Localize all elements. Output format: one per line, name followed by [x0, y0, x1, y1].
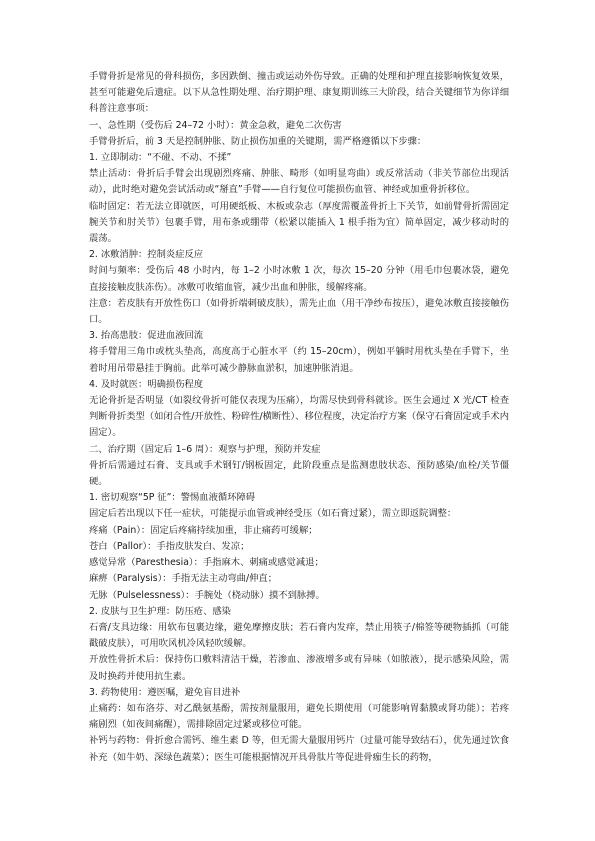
paragraph-ice-frequency: 时间与频率：受伤后 48 小时内，每 1–2 小时冰敷 1 次，每次 15–20 分钟（用毛巾包裹冰袋，避免直接接触皮肤冻伤）。冰敷可收缩血管，减少出血和肿胀，缓解疼痛。	[89, 265, 509, 293]
paragraph-5p-intro: 固定后若出现以下任一症状，可能提示血管或神经受压（如石膏过紧），需立即返院调整：	[89, 508, 457, 520]
paragraph-calcium: 补钙与药物：骨折愈合需钙、维生素 D 等，但无需大量服用钙片（过量可能导致结石），优先通过饮食补充（如牛奶、深绿色蔬菜）；医生可能根据情况开具骨肽片等促进骨痂生长的药物，	[89, 735, 509, 763]
paragraph-open-fracture: 开放性骨折术后：保持伤口敷料清洁干燥，若渗血、渗液增多或有异味（如脓液），提示感染风险，需及时换药并使用抗生素。	[89, 654, 509, 682]
subheading-5p: 1. 密切观察“5P 征”：警惕血液循环障碍	[89, 492, 256, 504]
subheading-immobilize: 1. 立即制动：“不碰、不动、不揉”	[89, 152, 232, 164]
list-item-pallor: 苍白（Pallor）：手指皮肤发白、发凉；	[89, 540, 250, 552]
section-heading-acute: 一、急性期（受伤后 24–72 小时）：黄金急救，避免二次伤害	[89, 119, 342, 131]
list-item-pain: 疼痛（Pain）：固定后疼痛持续加重，非止痛药可缓解；	[89, 524, 318, 536]
section-heading-treatment: 二、治疗期（固定后 1–6 周）：观察与护理，预防并发症	[89, 443, 321, 455]
paragraph-ice-note: 注意：若皮肤有开放性伤口（如骨折端刺破皮肤），需先止血（用干净纱布按压），避免冰敷直接接触伤口。	[89, 297, 509, 326]
subheading-elevate: 3. 抬高患肢：促进血液回流	[89, 330, 204, 342]
paragraph-cast-edge: 石膏/支具边缘：用软布包裹边缘，避免摩擦皮肤；若石膏内发痒，禁止用筷子/棉签等硬物插抓（可能戳破皮肤），可用吹风机冷风轻吹缓解。	[89, 621, 509, 650]
list-item-pulselessness: 无脉（Pulselessness）：手腕处（桡动脉）摸不到脉搏。	[89, 589, 325, 601]
paragraph-painkillers: 止痛药：如布洛芬、对乙酰氨基酚，需按剂量服用，避免长期使用（可能影响胃黏膜或肾功能）；若疼痛剧烈（如夜间痛醒），需排除固定过紧或移位可能。	[89, 702, 509, 731]
list-item-paresthesia: 感觉异常（Paresthesia）：手指麻木、刺痛或感觉减退；	[89, 557, 324, 569]
list-item-paralysis: 麻痹（Paralysis）：手指无法主动弯曲/伸直；	[89, 573, 277, 585]
subheading-doctor: 4. 及时就医：明确损伤程度	[89, 378, 204, 390]
treatment-intro: 骨折后需通过石膏、支具或手术钢钉/钢板固定，此阶段重点是监测患肢状态、预防感染/血栓/关节僵硬。	[89, 459, 509, 488]
subheading-skin-care: 2. 皮肤与卫生护理：防压疮、感染	[89, 605, 231, 617]
subheading-ice: 2. 冰敷消肿：控制炎症反应	[89, 249, 204, 261]
intro-paragraph: 手臂骨折是常见的骨科损伤，多因跌倒、撞击或运动外伤导致。正确的处理和护理直接影响恢复效果，甚至可能避免后遗症。以下从急性期处理、治疗期护理、康复期训练三大阶段，结合关键细节为你详细科普注意事项：	[89, 71, 509, 115]
paragraph-elevate: 将手臂用三角巾或枕头垫高，高度高于心脏水平（约 15–20cm），例如平躺时用枕头垫在手臂下，坐着时用吊带悬挂于胸前。此举可减少静脉血淤积，加速肿胀消退。	[89, 346, 509, 374]
paragraph-temp-fixation: 临时固定：若无法立即就医，可用硬纸板、木板或杂志（厚度需覆盖骨折上下关节，如前臂骨折需固定腕关节和肘关节）包裹手臂，用布条或绷带（松紧以能插入 1 根手指为宜）简单固定，减少移动时的震荡。	[89, 200, 509, 245]
paragraph-doctor: 无论骨折是否明显（如裂纹骨折可能仅表现为压痛），均需尽快到骨科就诊。医生会通过 X 光/CT 检查判断骨折类型（如闭合性/开放性、粉碎性/横断性）、移位程度，决定治疗方案（保守石膏固定或手术内固定）。	[89, 395, 509, 439]
acute-intro: 手臂骨折后，前 3 天是控制肿胀、防止损伤加重的关键期，需严格遵循以下步骤：	[89, 135, 427, 147]
paragraph-no-movement: 禁止活动：骨折后手臂会出现剧烈疼痛、肿胀、畸形（如明显弯曲）或反常活动（非关节部位出现活动），此时绝对避免尝试活动或“掰直”手臂——自行复位可能损伤血管、神经或加重骨折移位。	[89, 168, 509, 196]
document-page	[89, 69, 509, 766]
subheading-medication: 3. 药物使用：遵医嘱，避免盲目进补	[89, 686, 241, 698]
